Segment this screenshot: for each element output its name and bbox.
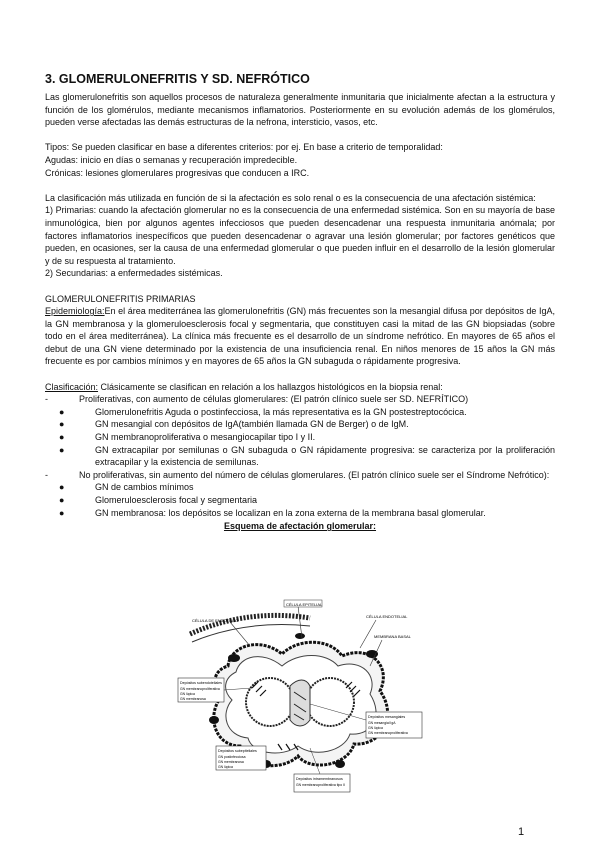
intro-paragraph: Las glomerulonefritis son aquellos procesos de naturaleza generalmente inmunitaria que inicialmente afectan a la estructura y función de los glomérulos, mediante mecanismos inflamatorios. Posteriormente en su evolución además de los glomérulos, pueden verse afectadas las demás estructuras de la nefrona, intersticio, vasos, etc. [45,92,555,128]
dash-marker: - [45,469,48,480]
podocyte [335,760,345,768]
clasificacion-text: Clásicamente se clasifican en relación a los hallazgos histológicos en la biopsia renal: [98,381,443,392]
no-proliferativas-list [45,481,555,519]
list-item: ● Glomeruloesclerosis focal y segmentaria [59,495,258,505]
tipos-line: Tipos: Se pueden clasificar en base a diferentes criterios: por ej. En base a criterio de temporalidad: [45,142,443,153]
proliferativas-item [45,393,555,406]
document-body [45,72,555,533]
capillary-lumen-right [306,678,354,726]
epidemiologia-text: En el área mediterránea las glomerulonefritis (GN) más frecuentes son la mesangial difusa por depósitos de IgA, la GN membranosa y la glomeruloesclerosis focal y segmentaria, que constituyen casi la mitad de las GN biopsiadas (sobre todo en el área mediterránea). La clínica más frecuente es el desarrollo de un síndrome nefrótico. En mayores de 65 años el debut de una GN viene determinado por la existencia de una insuficiencia renal. En niños menores de 15 años la GN más frecuente es por cambios mínimos y en mayores de 65 años la GN subaguda o rápidamente progresiva. [45,306,555,367]
podocyte [209,716,219,724]
secundarias-line: 2) Secundarias: a enfermedades sistémicas. [45,268,223,279]
legend-text: GN membranoproliferativa [180,687,220,691]
label-celula-epitelial: CÉLULA EPITELIAL [286,602,323,607]
label-membrana-basal: MEMBRANA BASAL [374,634,411,639]
list-item: ● GN de cambios mínimos [59,482,194,493]
legend-text: Depósitos subepiteliales [218,749,257,753]
clasificacion-intro: La clasificación más utilizada en función de si la afectación es solo renal o es la consecuencia de una afectación sistémica: [45,192,536,203]
bullet-icon: ● [59,419,65,430]
legend-text: GN membranoproliferativa tipo II [296,783,345,787]
clasificacion-paragraph [45,381,555,394]
clasificacion-label: Clasificación: [45,381,99,392]
legend-text: GN lúpica [368,726,383,730]
label-capilar: CÉLULA DE ENDOTELIO [192,618,239,623]
bullet-icon: ● [59,432,65,443]
list-item: ● Glomerulonefritis Aguda o postinfecciosa, la más representativa es la GN postestreptocócica. [59,406,467,417]
no-proliferativas-text: No proliferativas, sin aumento del número de células glomerulares. (El patrón clínico suele ser el Síndrome Nefrótico): [79,469,550,480]
bullet-icon: ● [59,495,65,505]
legend-text: GN membranoproliferativa [368,731,408,735]
list-item: ● GN extracapilar por semilunas o GN subaguda o GN rápidamente progresiva: se caracteriza por la proliferación extracapilar y la existencia de semilunas. [59,444,555,468]
figure-caption: Esquema de afectación glomerular: [223,521,377,532]
primarias-paragraph: 1) Primarias: cuando la afectación glomerular no es la consecuencia de una enfermedad sistémica. Son en su mayoría de base inmunológica, bien por algunos agentes infecciosos que pueden desencadenar una respuesta inmunitaria anómala; por factores inflamatorios inespecíficos que pueden desencadenar o agravar una lesión glomerular; por factores genéticos que pueden, en ocasiones, ser la causa de una enfermedad glomerular o que pueden influir en el desarrollo de la lesión glomerular y de su respuesta al tratamiento. [45,205,555,266]
legend-text: Depósitos mesangiales [368,715,406,719]
page-number: 1 [518,826,525,838]
bullet-icon: ● [59,482,65,493]
legend-text: GN postinfecciosa [218,755,246,759]
legend-text: GN membranosa [180,697,206,701]
podocyte [295,633,305,639]
primarias-heading: GLOMERULONEFRITIS PRIMARIAS [45,293,196,304]
bullet-icon: ● [59,507,65,518]
leader-line [230,622,250,646]
section-title: 3. GLOMERULONEFRITIS Y SD. NEFRÓTICO [45,72,310,86]
epidemiologia-paragraph [45,305,555,368]
glomerulus-diagram [170,596,430,798]
legend-text: Depósitos intramembranosos [296,777,343,781]
epidemiologia-label: Epidemiología: [45,306,105,317]
no-proliferativas-item [45,469,555,482]
podocyte [228,654,240,662]
podocyte [366,650,378,658]
legend-text: GN mesangial IgA [368,721,396,725]
proliferativas-text: Proliferativas, con aumento de células glomerulares: (El patrón clínico suele ser SD. NEFRÍTICO) [79,394,469,405]
legend-text: Depósitos subendoteliales [180,681,222,685]
mesangium [290,680,310,726]
bullet-icon: ● [59,444,65,455]
capillary-lumen-left [246,678,294,726]
cronicas-line: Crónicas: lesiones glomerulares progresivas que conducen a IRC. [45,167,310,178]
label-celula-endotelial: CÉLULA ENDOTELIAL [366,614,408,619]
list-item: ● GN mesangial con depósitos de IgA(también llamada GN de Berger) o de IgM. [59,419,409,430]
glomerulus-diagram-svg [170,596,430,798]
list-item: ● GN membranosa: los depósitos se localizan en la zona externa de la membrana basal glomerular. [59,507,486,518]
bullet-icon: ● [59,406,65,417]
legend-text: GN lúpica [180,692,195,696]
list-item: ● GN membranoproliferativa o mesangiocapilar tipo I y II. [59,432,316,443]
legend-text: GN lúpica [218,765,233,769]
agudas-line: Agudas: inicio en días o semanas y recuperación impredecible. [45,154,298,165]
legend-text: GN membranosa [218,760,244,764]
dash-marker: - [45,394,48,405]
capsule-inner-line [192,625,310,642]
proliferativas-list [45,406,555,469]
